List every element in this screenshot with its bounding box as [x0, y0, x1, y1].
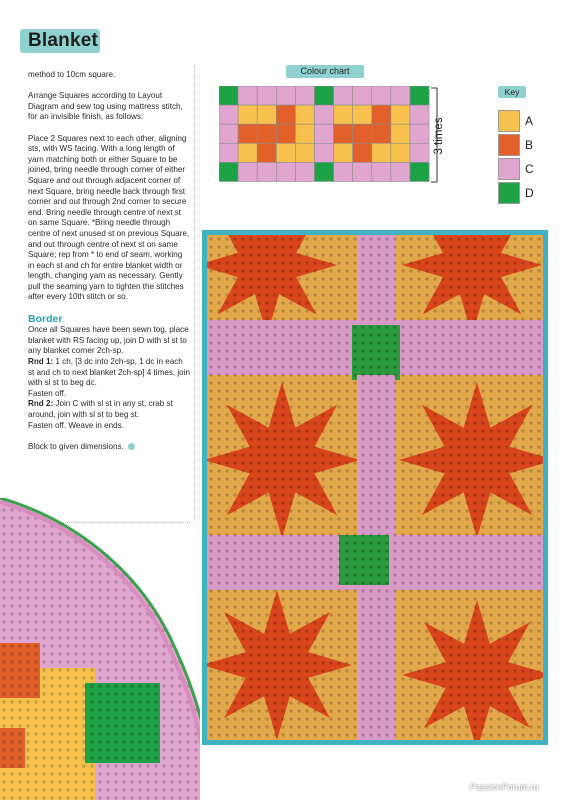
chart-cell [334, 124, 353, 143]
chart-cell [238, 86, 257, 105]
chart-cell [295, 86, 314, 105]
chart-cell [238, 105, 257, 124]
chart-cell [238, 162, 257, 181]
chart-cell [372, 124, 391, 143]
key-swatch-b [498, 134, 520, 156]
chart-cell [295, 105, 314, 124]
round-2-text: Join C with sl st in any st, crab st around, join with sl st to beg st. [28, 399, 173, 419]
chart-cell [410, 143, 429, 162]
chart-cell [334, 86, 353, 105]
chart-cell [276, 86, 295, 105]
chart-cell [257, 105, 276, 124]
chart-cell [315, 162, 334, 181]
paragraph-arrange: Arrange Squares according to Layout Diagram and sew tog using mattress stitch, for an invisible finish, as follows: [28, 91, 183, 122]
block-instruction [28, 442, 190, 453]
blanket-photo [207, 235, 543, 740]
blanket-photo-frame [202, 230, 548, 745]
chart-cell [219, 86, 238, 105]
key-swatch-d [498, 182, 520, 204]
fasten-off-2: Fasten off. Weave in ends. [28, 420, 124, 430]
chart-cell [315, 86, 334, 105]
chart-cell [410, 124, 429, 143]
key-swatch-c [498, 158, 520, 180]
colour-chart-label: Colour chart [286, 65, 364, 78]
chart-cell [219, 124, 238, 143]
round-1-label: Rnd 1: [28, 357, 54, 367]
chart-cell [372, 86, 391, 105]
round-2-label: Rnd 2: [28, 399, 54, 409]
key-letter-c: C [525, 162, 534, 176]
page-title: Blanket [28, 30, 99, 51]
instructions-column [28, 70, 190, 452]
paragraph-gauge: method to 10cm square. [28, 70, 116, 79]
stitch-texture [207, 235, 543, 740]
chart-cell [219, 162, 238, 181]
chart-cell [276, 143, 295, 162]
colour-chart-grid [219, 86, 441, 206]
chart-cell [295, 124, 314, 143]
chart-cell [372, 105, 391, 124]
repeat-label: 3 times [433, 117, 445, 155]
paragraph-seaming: Place 2 Squares next to each other, aligning sts, with WS facing. With a long length of yarn matching both or either Square to be joined, bring needle through corner of either Square and out through adjacent corner of next Square, bring needle back through first corner and out through 2nd corner to secure end. Bring needle through centre of next st on same Square. *Bring needle through centre of next unused st on previous Square, and out through centre of next st on same Square; rep from * to end of seam, working in each st and ch for entire blanket width or length, changing yarn as necessary. Gently pull the seaming yarn to tighten the stitches after every 10th stitch or so. [28, 133, 190, 302]
key-letter-a: A [525, 114, 534, 128]
chart-cell [238, 124, 257, 143]
chart-cell [257, 86, 276, 105]
key-swatch-a [498, 110, 520, 132]
key-letter-d: D [525, 186, 534, 200]
block-text: Block to given dimensions. [28, 441, 124, 451]
chart-cell [391, 124, 410, 143]
chart-cell [295, 143, 314, 162]
chart-cell [257, 162, 276, 181]
border-heading: Border [28, 312, 63, 325]
chart-cell [238, 143, 257, 162]
end-dot-icon [128, 443, 135, 450]
chart-cell [410, 86, 429, 105]
key-title: Key [498, 86, 526, 98]
chart-cell [334, 105, 353, 124]
chart-cell [353, 86, 372, 105]
round-1 [28, 357, 190, 389]
chart-cell [372, 162, 391, 181]
chart-cell [353, 162, 372, 181]
round-2 [28, 399, 190, 420]
chart-cell [219, 143, 238, 162]
chart-cell [276, 105, 295, 124]
blanket-corner-photo [0, 498, 200, 800]
chart-cell [315, 124, 334, 143]
chart-cell [410, 105, 429, 124]
column-divider [194, 66, 195, 522]
chart-cell [353, 124, 372, 143]
chart-cell [353, 105, 372, 124]
chart-cell [334, 162, 353, 181]
chart-cell [276, 162, 295, 181]
watermark: PassionForum.ru [470, 782, 539, 792]
chart-cell [372, 143, 391, 162]
fasten-off-1: Fasten off. [28, 388, 67, 398]
round-1-text: 1 ch, [3 dc into 2ch-sp, 1 dc in each st and ch to next blanket 2ch-sp] 4 times, join with sl st to beg dc. [28, 357, 190, 388]
chart-cell [257, 143, 276, 162]
blanket-corner-illustration [0, 498, 200, 800]
chart-cell [276, 124, 295, 143]
chart-cell [391, 86, 410, 105]
chart-cell [219, 105, 238, 124]
chart-cell [391, 143, 410, 162]
blanket-photo-illustration [207, 235, 543, 740]
chart-cell [391, 162, 410, 181]
chart-cell [334, 143, 353, 162]
chart-cell [391, 105, 410, 124]
chart-cell [315, 105, 334, 124]
key-letter-b: B [525, 138, 534, 152]
border-intro: Once all Squares have been sewn tog, place blanket with RS facing up, join D with sl st to any blanket corner 2ch-sp. [28, 325, 189, 356]
chart-cell [315, 143, 334, 162]
chart-cell [353, 143, 372, 162]
chart-cell [257, 124, 276, 143]
chart-cell [410, 162, 429, 181]
chart-cell [295, 162, 314, 181]
